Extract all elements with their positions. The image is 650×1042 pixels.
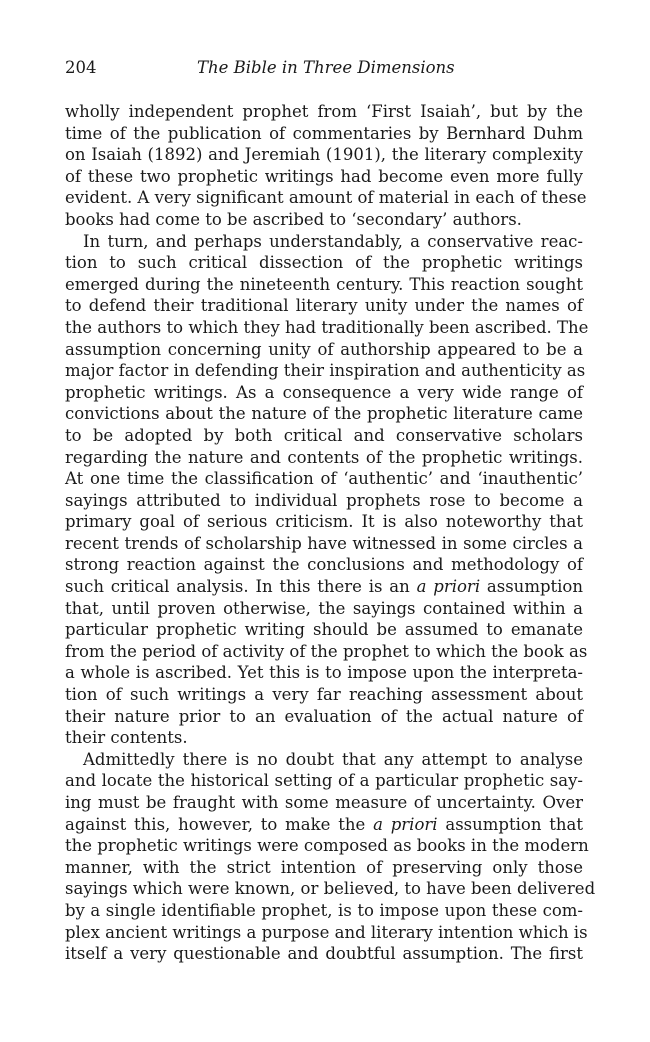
text-line: assumption concerning unity of authorship appeared to be a	[65, 339, 583, 359]
text-line: wholly independent prophet from ‘First Isaiah’, but by the	[65, 102, 583, 121]
text-line: the authors to which they had traditionally been ascribed. The	[65, 317, 589, 337]
text-line-with-italic	[65, 576, 583, 598]
text-line: the prophetic writings were composed as books in the modern	[65, 836, 589, 856]
text-line: convictions about the nature of the prophetic literature came	[65, 404, 583, 424]
text-line: evident. A very significant amount of material in each of these	[65, 188, 587, 208]
text-line: strong reaction against the conclusions and methodology of	[65, 555, 583, 575]
text-segment: assumption that	[437, 814, 583, 834]
text-segment: such critical analysis. In this there is an	[65, 577, 410, 597]
text-line: by a single identifiable prophet, is to impose upon these com-	[65, 900, 583, 920]
text-line: a whole is ascribed. Yet this is to impose upon the interpreta-	[65, 663, 583, 683]
running-title: The Bible in Three Dimensions	[197, 58, 455, 77]
text-line: ing must be fraught with some measure of uncertainty. Over	[65, 793, 583, 812]
text-line: itself a very questionable and doubtful assumption. The first	[65, 944, 583, 964]
paragraph-start-line: Admittedly there is no doubt that any attempt to analyse	[83, 749, 583, 769]
book-page	[65, 58, 596, 965]
text-line: primary goal of serious criticism. It is also noteworthy that	[65, 512, 583, 532]
text-line: on Isaiah (1892) and Jeremiah (1901), the literary complexity	[65, 145, 583, 165]
text-line: At one time the classification of ‘authentic’ and ‘inauthentic’	[65, 469, 583, 489]
text-segment: assumption	[480, 577, 583, 597]
page-number: 204	[65, 58, 97, 77]
body-text	[65, 101, 596, 965]
text-line: manner, with the strict intention of preserving only those	[65, 857, 583, 877]
italic-term: a priori	[373, 814, 438, 834]
running-head	[65, 58, 583, 92]
paragraph-start-line: In turn, and perhaps understandably, a conservative reac-	[83, 231, 583, 251]
text-line: prophetic writings. As a consequence a very wide range of	[65, 382, 583, 402]
text-line: to be adopted by both critical and conservative scholars	[65, 425, 583, 445]
text-line: their contents.	[65, 728, 188, 748]
text-line: plex ancient writings a purpose and literary intention which is	[65, 922, 588, 942]
text-line: and locate the historical setting of a particular prophetic say-	[65, 771, 583, 791]
text-line: sayings attributed to individual prophets rose to become a	[65, 490, 583, 510]
text-line: recent trends of scholarship have witnessed in some circles a	[65, 533, 583, 553]
text-line: emerged during the nineteenth century. This reaction sought	[65, 274, 583, 294]
italic-term: a priori	[416, 577, 481, 597]
text-line: time of the publication of commentaries by Bernhard Duhm	[65, 123, 583, 143]
text-line: particular prophetic writing should be assumed to emanate	[65, 620, 583, 640]
text-line: from the period of activity of the prophet to which the book as	[65, 641, 588, 661]
text-line: sayings which were known, or believed, to have been delivered	[65, 879, 596, 899]
text-segment: against this, however, to make the	[65, 814, 366, 834]
text-line-with-italic	[65, 814, 583, 836]
text-line: their nature prior to an evaluation of the actual nature of	[65, 706, 583, 726]
text-line: major factor in defending their inspiration and authenticity as	[65, 361, 586, 381]
text-line: that, until proven otherwise, the sayings contained within a	[65, 598, 583, 618]
text-line: books had come to be ascribed to ‘secondary’ authors.	[65, 209, 522, 229]
text-line: to defend their traditional literary unity under the names of	[65, 296, 583, 316]
text-line: tion of such writings a very far reaching assessment about	[65, 685, 583, 705]
text-line: of these two prophetic writings had become even more fully	[65, 166, 583, 186]
text-line: tion to such critical dissection of the prophetic writings	[65, 253, 583, 273]
text-line: regarding the nature and contents of the prophetic writings.	[65, 447, 583, 467]
